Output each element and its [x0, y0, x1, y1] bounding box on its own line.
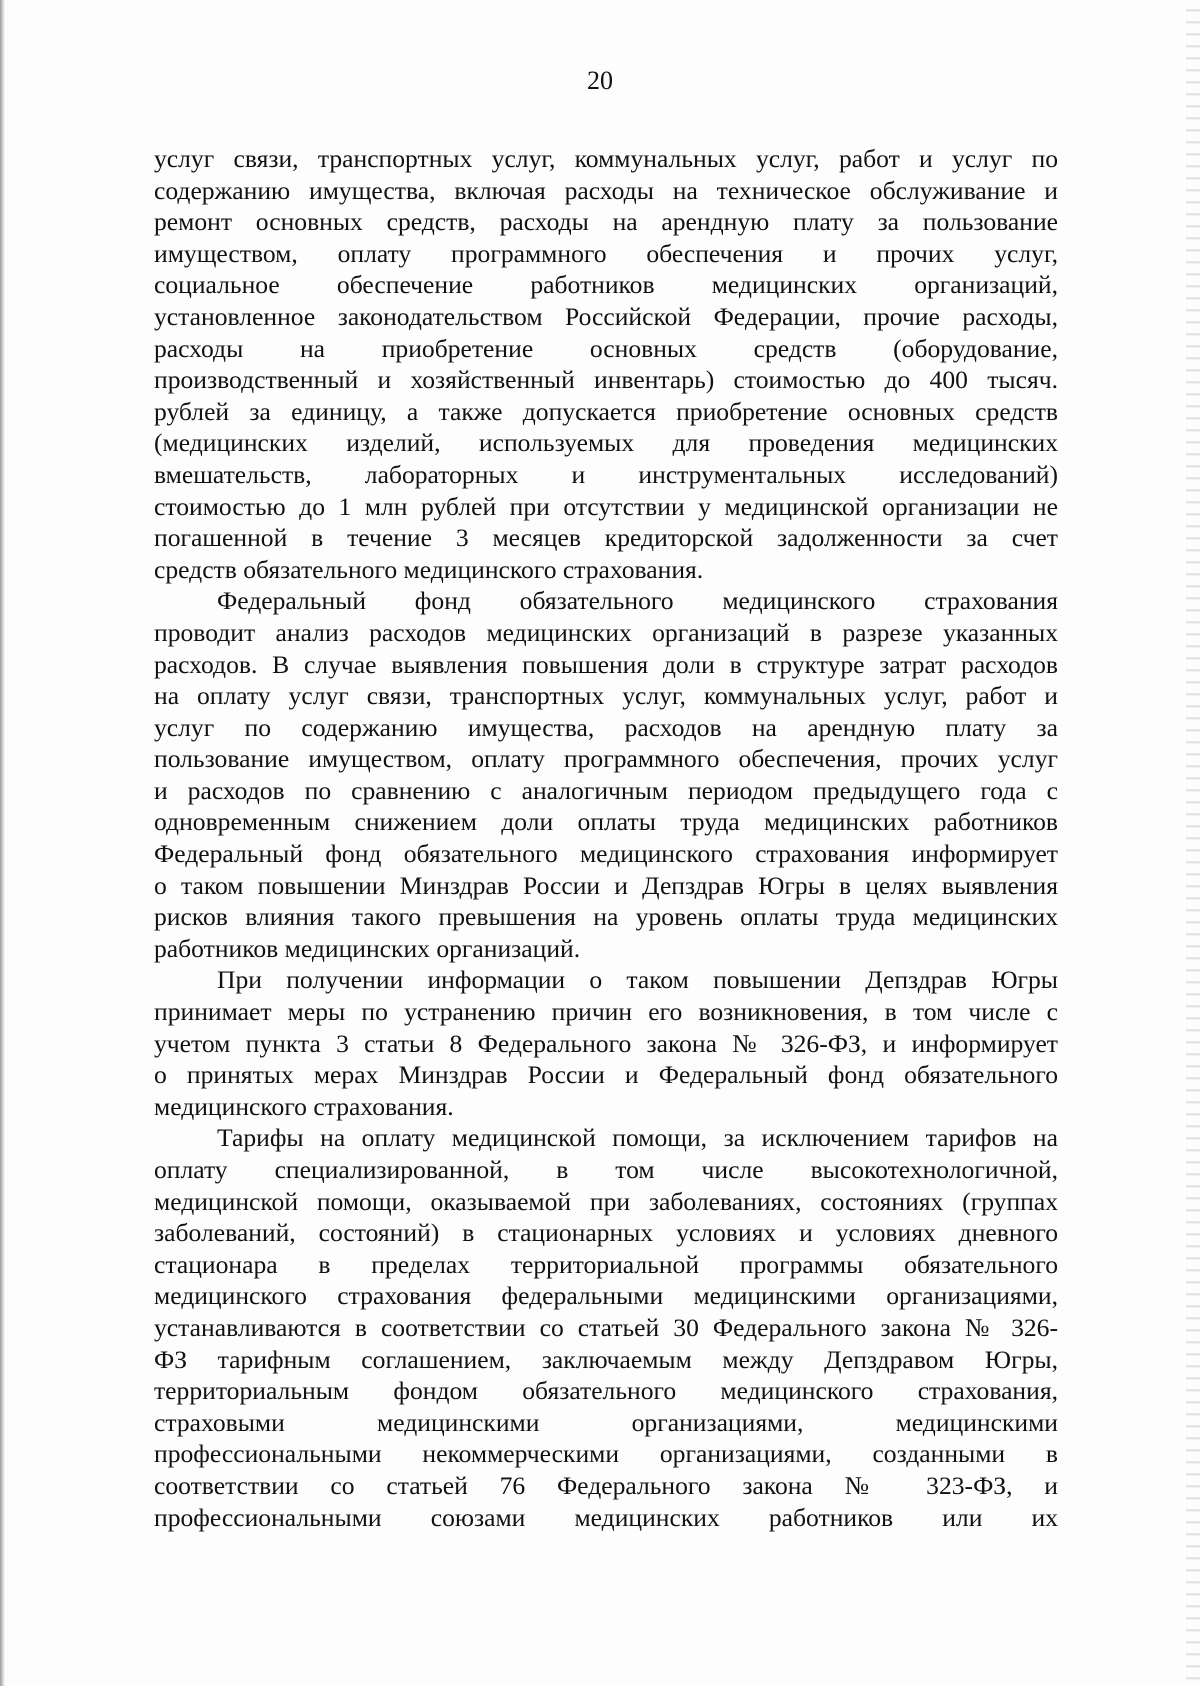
text-line: одновременным снижением доли оплаты труда медицинских работников — [154, 807, 1058, 837]
text-line: средств обязательного медицинского страхования. — [154, 554, 704, 584]
text-line: медицинского страхования федеральными медицинскими организациями, — [154, 1281, 1058, 1311]
text-line: рисков влияния такого превышения на уровень оплаты труда медицинских — [154, 902, 1058, 932]
text-line: содержанию имущества, включая расходы на техническое обслуживание и — [154, 175, 1058, 205]
text-line: принимает меры по устранению причин его возникновения, в том числе с — [154, 997, 1058, 1027]
text-line: и расходов по сравнению с аналогичным периодом предыдущего года с — [154, 775, 1058, 805]
text-line: имуществом, оплату программного обеспечения и прочих услуг, — [154, 238, 1058, 268]
text-line: расходы на приобретение основных средств (оборудование, — [154, 333, 1058, 363]
paragraph — [154, 964, 1058, 1122]
body-text — [154, 143, 1058, 1533]
text-line: ремонт основных средств, расходы на арендную плату за пользование — [154, 207, 1058, 237]
text-line: При получении информации о таком повышении Депздрав Югры — [217, 965, 1058, 995]
text-line: установленное законодательством Российской Федерации, прочие расходы, — [154, 301, 1058, 331]
text-line: услуг по содержанию имущества, расходов на арендную плату за — [154, 712, 1058, 742]
text-line: профессиональными союзами медицинских работников или их — [154, 1502, 1058, 1532]
paragraph — [154, 585, 1058, 964]
paragraph — [154, 143, 1058, 585]
text-line: пользование имуществом, оплату программного обеспечения, прочих услуг — [154, 744, 1058, 774]
text-line: расходов. В случае выявления повышения доли в структуре затрат расходов — [154, 649, 1058, 679]
text-line: профессиональными некоммерческими организациями, созданными в — [154, 1439, 1058, 1469]
text-line: оплату специализированной, в том числе высокотехнологичной, — [154, 1155, 1058, 1184]
text-line: Тарифы на оплату медицинской помощи, за исключением тарифов на — [217, 1123, 1058, 1153]
text-line: стационара в пределах территориальной программы обязательного — [154, 1249, 1058, 1279]
text-line: (медицинских изделий, используемых для проведения медицинских — [154, 428, 1058, 458]
text-line: о таком повышении Минздрав России и Депздрав Югры в целях выявления — [154, 870, 1058, 900]
text-line: страховыми медицинскими организациями, медицинскими — [154, 1407, 1058, 1437]
scan-edge-right — [1186, 0, 1200, 1686]
text-line: услуг связи, транспортных услуг, коммунальных услуг, работ и услуг по — [154, 144, 1058, 173]
text-line: работников медицинских организаций. — [154, 933, 581, 963]
text-line: социальное обеспечение работников медицинских организаций, — [154, 270, 1058, 300]
scan-edge-left — [0, 0, 5, 1686]
text-line: на оплату услуг связи, транспортных услуг, коммунальных услуг, работ и — [154, 681, 1058, 711]
text-line: о принятых мерах Минздрав России и Федеральный фонд обязательного — [154, 1060, 1058, 1090]
text-line: погашенной в течение 3 месяцев кредиторской задолженности за счет — [154, 523, 1058, 553]
text-line: Федеральный фонд обязательного медицинского страхования — [217, 586, 1058, 616]
text-line: территориальным фондом обязательного медицинского страхования, — [154, 1376, 1058, 1406]
text-line: стоимостью до 1 млн рублей при отсутствии у медицинской организации не — [154, 491, 1058, 521]
text-line: проводит анализ расходов медицинских организаций в разрезе указанных — [154, 617, 1058, 647]
paragraph — [154, 1122, 1058, 1533]
text-line: Федеральный фонд обязательного медицинского страхования информирует — [154, 839, 1058, 869]
text-line: соответствии со статьей 76 Федерального закона № 323-ФЗ, и — [154, 1470, 1058, 1500]
text-line: рублей за единицу, а также допускается приобретение основных средств — [154, 396, 1058, 426]
text-line: медицинской помощи, оказываемой при заболеваниях, состояниях (группах — [154, 1186, 1058, 1216]
text-line: вмешательств, лабораторных и инструментальных исследований) — [154, 459, 1058, 489]
text-line: медицинского страхования. — [154, 1091, 454, 1121]
text-line: учетом пункта 3 статьи 8 Федерального закона № 326-ФЗ, и информирует — [154, 1028, 1058, 1058]
text-line: производственный и хозяйственный инвентарь) стоимостью до 400 тысяч. — [154, 365, 1058, 395]
page-number: 20 — [587, 66, 613, 95]
text-line: заболеваний, состояний) в стационарных условиях и условиях дневного — [154, 1218, 1058, 1248]
text-line: ФЗ тарифным соглашением, заключаемым между Депздравом Югры, — [154, 1344, 1058, 1374]
text-line: устанавливаются в соответствии со статьей 30 Федерального закона № 326- — [154, 1312, 1058, 1342]
